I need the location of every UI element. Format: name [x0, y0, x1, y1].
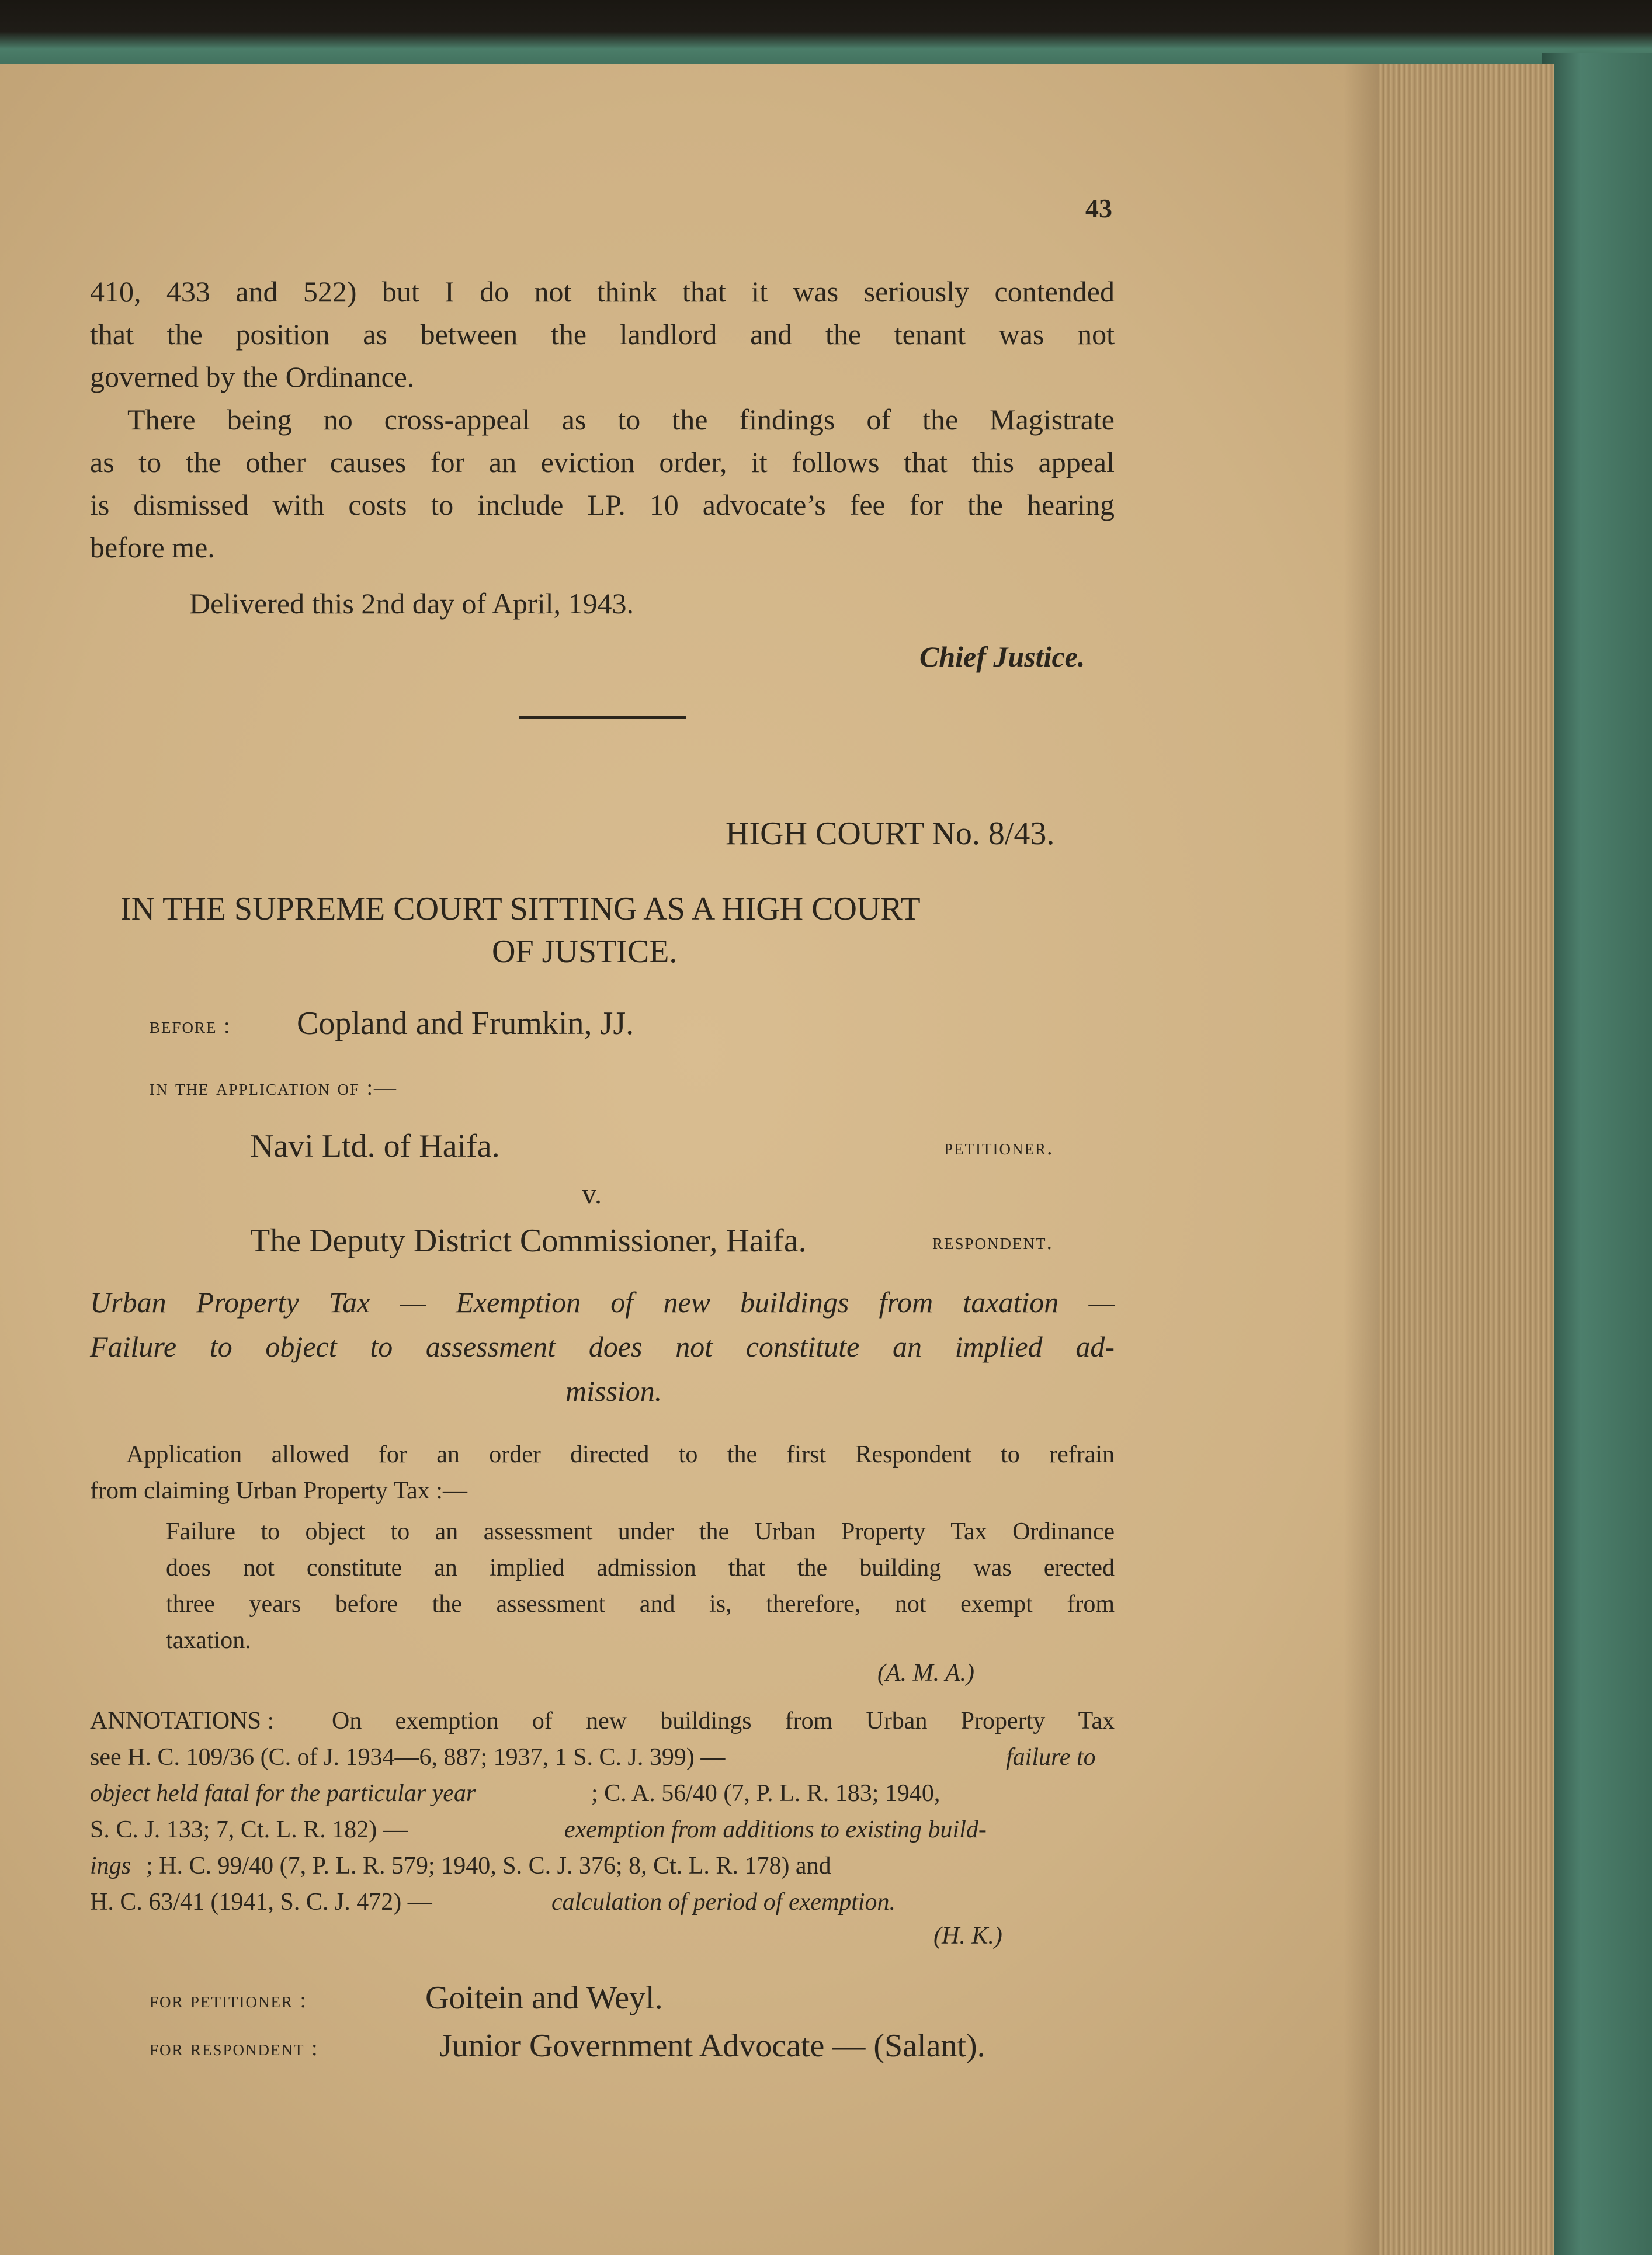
holding-line: Failure to object to an assessment under the Urban Property Tax Ordinance [166, 1518, 1115, 1545]
petitioner-name: Navi Ltd. of Haifa. [250, 1128, 500, 1164]
annotation-text: calculation of period of exemption. [551, 1889, 896, 1916]
counsel-petitioner-value: Goitein and Weyl. [425, 1980, 663, 2016]
annotation-text: H. C. 63/41 (1941, S. C. J. 472) — [90, 1889, 432, 1916]
holding-line: taxation. [166, 1627, 251, 1654]
court-title: OF JUSTICE. [492, 934, 678, 970]
court-title: IN THE SUPREME COURT SITTING AS A HIGH COURT [120, 891, 921, 927]
page-stack-edge [1379, 64, 1554, 2255]
petitioner-label: petitioner. [944, 1135, 1054, 1160]
holding-initials: (A. M. A.) [877, 1660, 975, 1687]
holding-line: does not constitute an implied admission that the building was erected [166, 1555, 1115, 1581]
annotation-text: ; C. A. 56/40 (7, P. L. R. 183; 1940, [591, 1780, 940, 1807]
application-of-label: in the application of :— [150, 1076, 398, 1100]
versus: v. [582, 1177, 602, 1210]
annotation-text: ings [90, 1852, 131, 1879]
case-number: HIGH COURT No. 8/43. [726, 816, 1055, 852]
annotation-text: see H. C. 109/36 (C. of J. 1934—6, 887; 1937, 1 S. C. J. 399) — [90, 1744, 726, 1771]
before-label: before : [150, 1014, 231, 1038]
headnote-line: Failure to object to assessment does not constitute an implied ad- [90, 1330, 1115, 1363]
page-number: 43 [1085, 193, 1112, 223]
text-line: as to the other causes for an eviction order, it follows that this appeal [90, 446, 1115, 478]
annotations-label: ANNOTATIONS : [90, 1708, 275, 1734]
text-line: is dismissed with costs to include LP. 10 advocate’s fee for the hearing [90, 488, 1115, 521]
annotation-text: object held fatal for the particular year [90, 1780, 476, 1807]
annotation-initials: (H. K.) [933, 1923, 1002, 1949]
application-line: from claiming Urban Property Tax :— [90, 1477, 467, 1504]
annotation-text: On exemption of new buildings from Urban Property Tax [332, 1708, 1115, 1734]
annotation-text: failure to [1006, 1744, 1096, 1771]
annotation-text: S. C. J. 133; 7, Ct. L. R. 182) — [90, 1816, 408, 1843]
respondent-label: respondent. [932, 1230, 1054, 1254]
counsel-respondent-value: Junior Government Advocate — (Salant). [439, 2028, 985, 2064]
before-value: Copland and Frumkin, JJ. [297, 1005, 634, 1042]
headnote-line: Urban Property Tax — Exemption of new buildings from taxation — [90, 1286, 1115, 1319]
counsel-petitioner-label: for petitioner : [150, 1988, 308, 2013]
book-cover-right [1542, 53, 1652, 2255]
respondent-name: The Deputy District Commissioner, Haifa. [250, 1223, 807, 1259]
counsel-respondent-label: for respondent : [150, 2036, 319, 2060]
text-line: that the position as between the landlord and the tenant was not [90, 318, 1115, 351]
delivered-line: Delivered this 2nd day of April, 1943. [189, 587, 634, 620]
application-line: Application allowed for an order directed to the first Respondent to refrain [126, 1441, 1115, 1468]
headnote-line: mission. [565, 1375, 662, 1407]
text-line: governed by the Ordinance. [90, 360, 415, 393]
annotation-text: exemption from additions to existing build- [564, 1816, 987, 1843]
holding-line: three years before the assessment and is, therefore, not exempt from [166, 1591, 1115, 1618]
section-divider [519, 716, 686, 719]
signature: Chief Justice. [919, 640, 1085, 673]
annotation-text: ; H. C. 99/40 (7, P. L. R. 579; 1940, S. C. J. 376; 8, Ct. L. R. 178) and [146, 1852, 831, 1879]
book-cover-top [0, 0, 1652, 70]
text-line: 410, 433 and 522) but I do not think that it was seriously contended [90, 275, 1115, 308]
text-line: before me. [90, 531, 215, 564]
text-line: There being no cross-appeal as to the findings of the Magistrate [127, 403, 1115, 436]
